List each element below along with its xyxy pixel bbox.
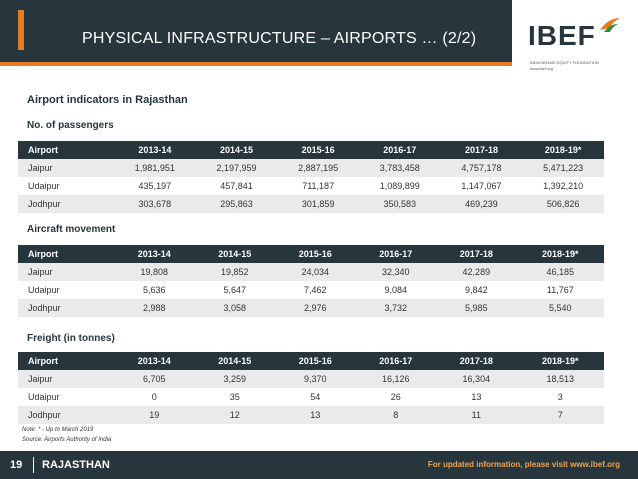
value-cell: 16,126 [356, 370, 437, 388]
value-cell: 2,988 [114, 299, 195, 317]
bird-icon [598, 16, 622, 34]
value-cell: 469,239 [441, 195, 523, 213]
value-cell: 11,767 [517, 281, 604, 299]
value-cell: 5,540 [517, 299, 604, 317]
airport-name-cell: Jaipur [18, 370, 114, 388]
column-header: 2013-14 [114, 245, 195, 263]
airport-name-cell: Jodhpur [18, 406, 114, 424]
value-cell: 0 [114, 388, 195, 406]
logo-tagline: INDIA BRAND EQUITY FOUNDATION [530, 60, 599, 65]
table-header-row [18, 245, 604, 263]
column-header: 2014-15 [195, 352, 276, 370]
value-cell: 2,887,195 [277, 159, 359, 177]
value-cell: 7,462 [275, 281, 356, 299]
column-header: 2015-16 [277, 141, 359, 159]
table-row [18, 281, 604, 299]
passengers-table [18, 141, 604, 213]
column-header: 2018-19* [522, 141, 604, 159]
value-cell: 19,808 [114, 263, 195, 281]
column-header: 2016-17 [359, 141, 441, 159]
value-cell: 32,340 [356, 263, 437, 281]
value-cell: 8 [356, 406, 437, 424]
ibef-logo [528, 16, 628, 76]
airport-name-cell: Udaipur [18, 281, 114, 299]
footer-separator [33, 457, 34, 473]
value-cell: 5,647 [195, 281, 276, 299]
column-header: Airport [18, 352, 114, 370]
value-cell: 12 [195, 406, 276, 424]
footnote: Note: * - Up to March 2019 [22, 427, 94, 433]
value-cell: 5,471,223 [522, 159, 604, 177]
logo-text: IBEF [528, 20, 596, 51]
value-cell: 3,259 [195, 370, 276, 388]
column-header: 2014-15 [196, 141, 278, 159]
page-number: 19 [10, 459, 23, 471]
column-header: 2013-14 [114, 352, 195, 370]
table-title-freight: Freight (in tonnes) [27, 333, 115, 344]
header-orange-stripe [0, 62, 512, 66]
value-cell: 1,147,067 [441, 177, 523, 195]
value-cell: 19,852 [195, 263, 276, 281]
column-header: 2015-16 [275, 352, 356, 370]
table-row [18, 299, 604, 317]
column-header: 2018-19* [517, 245, 604, 263]
table-row [18, 388, 604, 406]
column-header: 2015-16 [275, 245, 356, 263]
value-cell: 19 [114, 406, 195, 424]
airport-name-cell: Udaipur [18, 177, 114, 195]
table-row [18, 263, 604, 281]
column-header: 2014-15 [195, 245, 276, 263]
table-row [18, 177, 604, 195]
column-header: 2017-18 [441, 141, 523, 159]
value-cell: 295,863 [196, 195, 278, 213]
value-cell: 46,185 [517, 263, 604, 281]
value-cell: 54 [275, 388, 356, 406]
value-cell: 2,976 [275, 299, 356, 317]
value-cell: 3 [517, 388, 604, 406]
value-cell: 350,583 [359, 195, 441, 213]
table-row [18, 370, 604, 388]
value-cell: 5,985 [436, 299, 517, 317]
column-header: Airport [18, 141, 114, 159]
page-title: PHYSICAL INFRASTRUCTURE – AIRPORTS … (2/2) [82, 30, 477, 47]
value-cell: 6,705 [114, 370, 195, 388]
airport-name-cell: Jaipur [18, 263, 114, 281]
aircraft-table [18, 245, 604, 317]
value-cell: 1,981,951 [114, 159, 196, 177]
value-cell: 2,197,959 [196, 159, 278, 177]
column-header: Airport [18, 245, 114, 263]
value-cell: 7 [517, 406, 604, 424]
header-bar [0, 0, 512, 80]
header-accent-mark [18, 10, 24, 50]
value-cell: 3,732 [356, 299, 437, 317]
value-cell: 3,783,458 [359, 159, 441, 177]
footer-link[interactable]: For updated information, please visit www.ibef.org [427, 460, 620, 469]
table-row [18, 195, 604, 213]
section-title: Airport indicators in Rajasthan [27, 94, 188, 106]
value-cell: 4,757,178 [441, 159, 523, 177]
value-cell: 9,842 [436, 281, 517, 299]
table-row [18, 159, 604, 177]
column-header: 2017-18 [436, 352, 517, 370]
value-cell: 435,197 [114, 177, 196, 195]
value-cell: 26 [356, 388, 437, 406]
source-note: Source: Airports Authority of India [22, 437, 112, 443]
value-cell: 11 [436, 406, 517, 424]
value-cell: 3,058 [195, 299, 276, 317]
value-cell: 711,187 [277, 177, 359, 195]
value-cell: 457,841 [196, 177, 278, 195]
value-cell: 5,636 [114, 281, 195, 299]
value-cell: 9,084 [356, 281, 437, 299]
table-title-aircraft: Aircraft movement [27, 224, 116, 235]
column-header: 2017-18 [436, 245, 517, 263]
column-header: 2018-19* [517, 352, 604, 370]
value-cell: 9,370 [275, 370, 356, 388]
airport-name-cell: Jodhpur [18, 299, 114, 317]
footer-state: RAJASTHAN [42, 459, 110, 471]
logo-website: www.ibef.org [530, 66, 553, 71]
column-header: 2016-17 [356, 245, 437, 263]
value-cell: 13 [436, 388, 517, 406]
table-row [18, 406, 604, 424]
airport-name-cell: Udaipur [18, 388, 114, 406]
value-cell: 42,289 [436, 263, 517, 281]
freight-table [18, 352, 604, 424]
table-header-row [18, 352, 604, 370]
value-cell: 506,826 [522, 195, 604, 213]
value-cell: 1,089,899 [359, 177, 441, 195]
footer [0, 451, 638, 479]
value-cell: 16,304 [436, 370, 517, 388]
value-cell: 18,513 [517, 370, 604, 388]
value-cell: 1,392,210 [522, 177, 604, 195]
value-cell: 35 [195, 388, 276, 406]
column-header: 2016-17 [356, 352, 437, 370]
table-header-row [18, 141, 604, 159]
value-cell: 301,859 [277, 195, 359, 213]
value-cell: 303,678 [114, 195, 196, 213]
airport-name-cell: Jaipur [18, 159, 114, 177]
airport-name-cell: Jodhpur [18, 195, 114, 213]
value-cell: 13 [275, 406, 356, 424]
column-header: 2013-14 [114, 141, 196, 159]
table-title-passengers: No. of passengers [27, 120, 114, 131]
value-cell: 24,034 [275, 263, 356, 281]
